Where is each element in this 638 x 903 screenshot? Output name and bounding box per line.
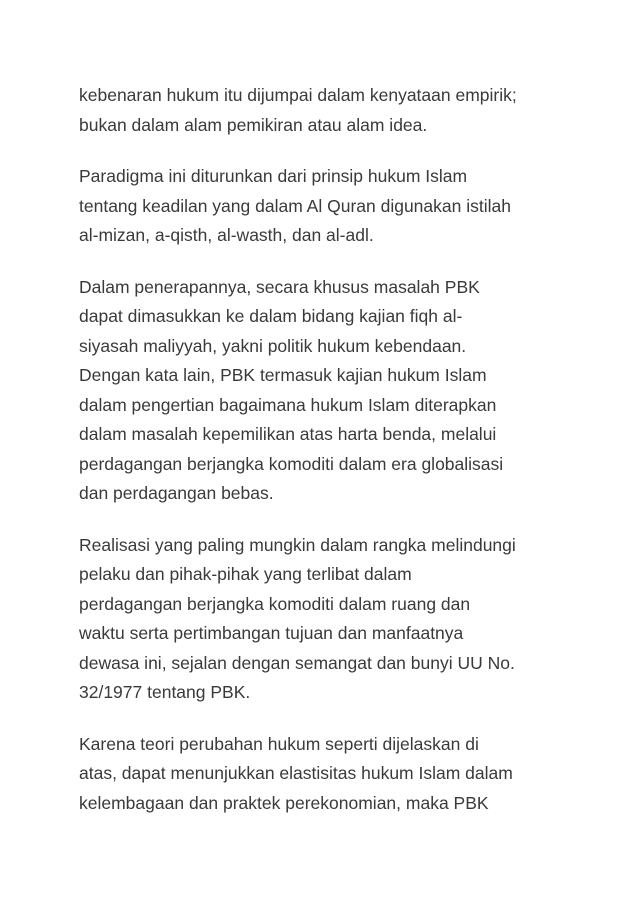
paragraph-3: [79, 273, 579, 509]
text-line: 32/1977 tentang PBK.: [79, 682, 251, 702]
text-line: dapat dimasukkan ke dalam bidang kajian fiqh al-: [79, 306, 463, 326]
text-line: al-mizan, a-qisth, al-wasth, dan al-adl.: [79, 225, 374, 245]
text-line: dalam masalah kepemilikan atas harta benda, melalui: [79, 424, 497, 444]
text-line: kebenaran hukum itu dijumpai dalam kenyataan empirik;: [79, 85, 517, 105]
paragraph-2: [79, 162, 579, 251]
text-line: tentang keadilan yang dalam Al Quran digunakan istilah: [79, 195, 511, 216]
paragraph-5: [79, 730, 579, 819]
text-line: waktu serta pertimbangan tujuan dan manfaatnya: [79, 623, 464, 643]
text-line: bukan dalam alam pemikiran atau alam idea.: [79, 114, 428, 135]
text-line: atas, dapat menunjukkan elastisitas hukum Islam dalam: [79, 763, 513, 783]
text-line: Dalam penerapannya, secara khusus masalah PBK: [79, 276, 480, 297]
text-line: siyasah maliyyah, yakni politik hukum kebendaan.: [79, 335, 467, 356]
text-line: kelembagaan dan praktek perekonomian, maka PBK: [79, 792, 489, 813]
text-line: perdagangan berjangka komoditi dalam ruang dan: [79, 593, 471, 614]
text-line: Karena teori perubahan hukum seperti dijelaskan di: [79, 733, 479, 754]
text-line: Dengan kata lain, PBK termasuk kajian hukum Islam: [79, 365, 487, 385]
text-line: dalam pengertian bagaimana hukum Islam diterapkan: [79, 394, 497, 415]
text-line: dewasa ini, sejalan dengan semangat dan bunyi UU No.: [79, 652, 515, 673]
text-line: dan perdagangan bebas.: [79, 483, 274, 503]
paragraph-4: [79, 531, 579, 708]
text-line: Paradigma ini diturunkan dari prinsip hukum Islam: [79, 166, 468, 186]
text-line: perdagangan berjangka komoditi dalam era globalisasi: [79, 453, 504, 474]
text-line: pelaku dan pihak-pihak yang terlibat dalam: [79, 564, 412, 584]
text-line: Realisasi yang paling mungkin dalam rangka melindungi: [79, 534, 516, 555]
paragraph-1: [79, 81, 579, 140]
document-body: [79, 81, 579, 840]
